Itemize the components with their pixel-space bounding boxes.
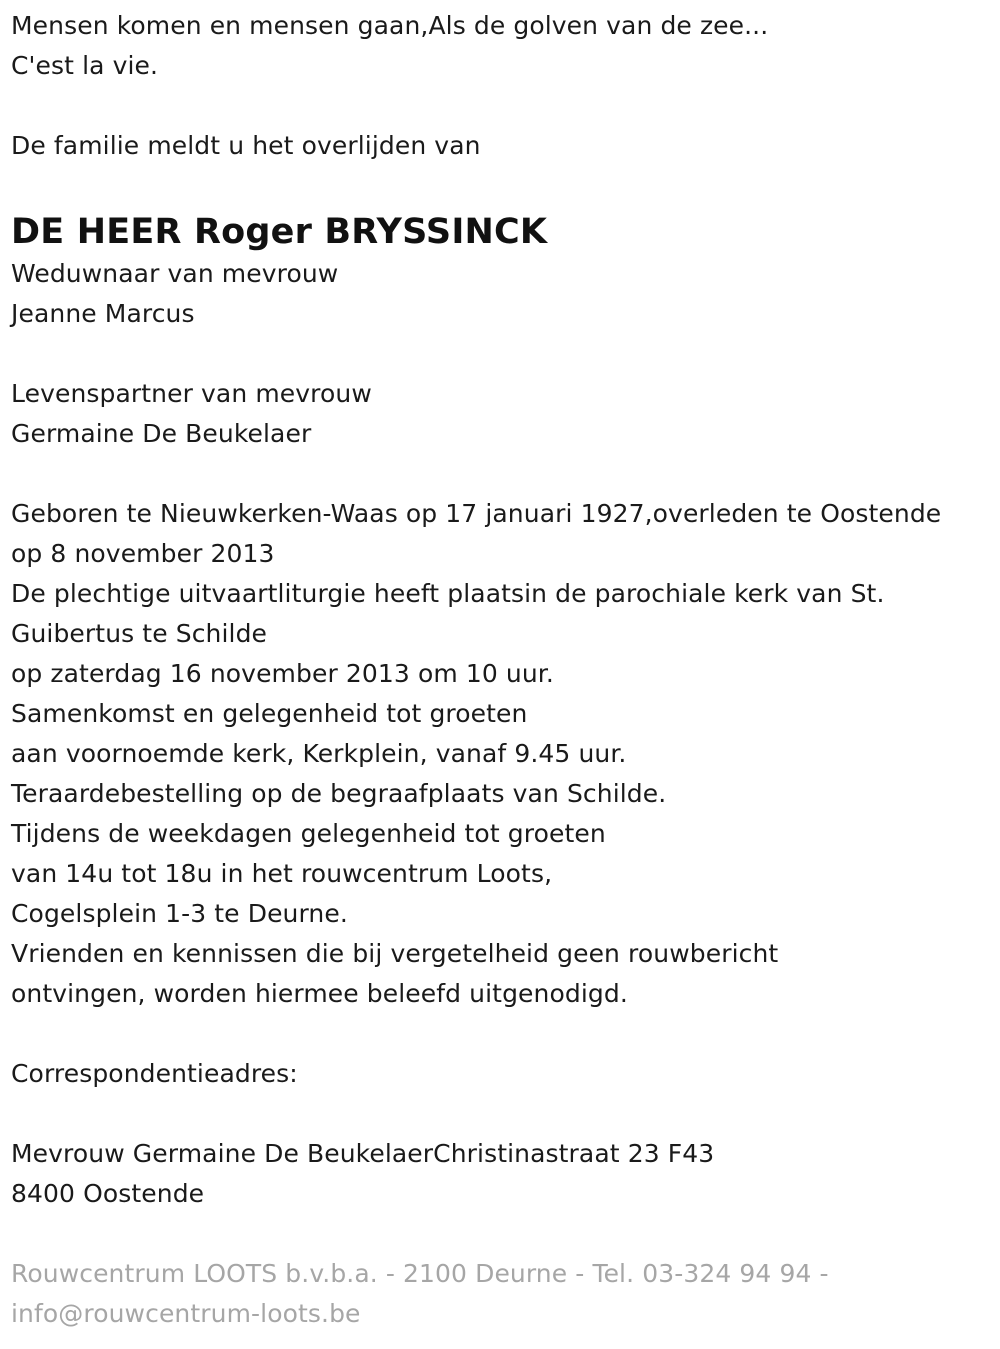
detail-line: Teraardebestelling op de begraafplaats van Schilde. — [11, 779, 667, 808]
spacer — [11, 334, 991, 374]
partner-line-2: Germaine De Beukelaer — [11, 419, 312, 448]
detail-line: op zaterdag 16 november 2013 om 10 uur. — [11, 659, 554, 688]
poem-line-1: Mensen komen en mensen gaan,Als de golven van de zee... — [11, 11, 769, 40]
spacer — [11, 454, 991, 494]
footer-contact-line: Rouwcentrum LOOTS b.v.b.a. - 2100 Deurne - Tel. 03-324 94 94 - — [11, 1259, 829, 1288]
detail-line: ontvingen, worden hiermee beleefd uitgenodigd. — [11, 979, 628, 1008]
partner-line-1: Levenspartner van mevrouw — [11, 379, 372, 408]
detail-line: Tijdens de weekdagen gelegenheid tot groeten — [11, 819, 606, 848]
deceased-name: DE HEER Roger BRYSSINCK — [11, 212, 548, 252]
detail-line: van 14u tot 18u in het rouwcentrum Loots, — [11, 859, 553, 888]
detail-line: Geboren te Nieuwkerken-Waas op 17 januari 1927,overleden te Oostende — [11, 499, 942, 528]
detail-line: aan voornoemde kerk, Kerkplein, vanaf 9.45 uur. — [11, 739, 627, 768]
widower-line-2: Jeanne Marcus — [11, 299, 195, 328]
correspondence-address-line-2: 8400 Oostende — [11, 1179, 205, 1208]
correspondence-address-line-1: Mevrouw Germaine De BeukelaerChristinastraat 23 F43 — [11, 1139, 715, 1168]
announcement-intro: De familie meldt u het overlijden van — [11, 131, 481, 160]
detail-line: De plechtige uitvaartliturgie heeft plaatsin de parochiale kerk van St. — [11, 579, 885, 608]
detail-line: Vrienden en kennissen die bij vergetelheid geen rouwbericht — [11, 939, 779, 968]
detail-line: Cogelsplein 1-3 te Deurne. — [11, 899, 348, 928]
obituary-notice — [11, 6, 991, 1334]
spacer — [11, 86, 991, 126]
detail-line: op 8 november 2013 — [11, 539, 275, 568]
spacer — [11, 1014, 991, 1054]
widower-line-1: Weduwnaar van mevrouw — [11, 259, 339, 288]
spacer — [11, 1094, 991, 1134]
detail-line: Samenkomst en gelegenheid tot groeten — [11, 699, 528, 728]
detail-line: Guibertus te Schilde — [11, 619, 268, 648]
spacer — [11, 166, 991, 210]
poem-line-2: C'est la vie. — [11, 51, 159, 80]
spacer — [11, 1214, 991, 1254]
footer-email: info@rouwcentrum-loots.be — [11, 1299, 361, 1328]
correspondence-label: Correspondentieadres: — [11, 1059, 298, 1088]
